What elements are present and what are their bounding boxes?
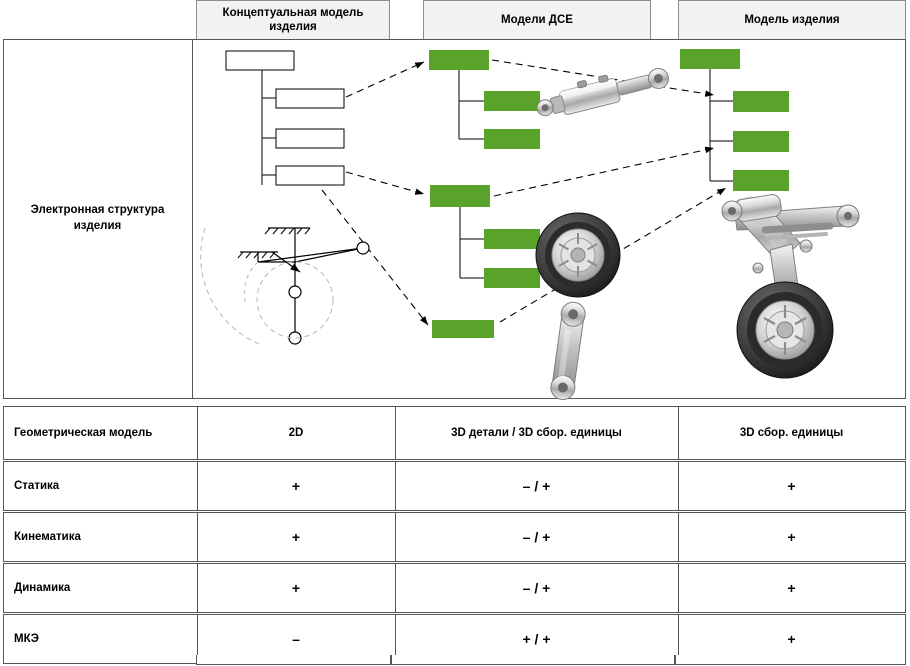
column-header-dse: Модели ДСЕ <box>423 0 651 40</box>
cell-dynamics-concept: + <box>291 580 301 596</box>
cell-fem-dse: + / + <box>522 631 551 647</box>
cell-kinematics-product: + <box>787 529 796 545</box>
row-label-statics: Статика <box>14 480 60 492</box>
cell-statics-dse: – / + <box>522 478 551 494</box>
cell-geometry-dse: 3D детали / 3D сбор. единицы <box>451 427 622 439</box>
bottom-stub-concept <box>196 655 391 665</box>
cell-kinematics-concept: + <box>291 529 301 545</box>
row-label-geometry: Геометрическая модель <box>14 427 153 439</box>
row-label-kinematics: Кинематика <box>14 531 81 543</box>
bottom-stub-product <box>675 655 906 665</box>
electronic-structure-label: Электронная структура изделия <box>3 39 193 399</box>
row-label-fem: МКЭ <box>14 633 39 645</box>
column-header-product: Модель изделия <box>678 0 906 40</box>
table-row-statics <box>3 461 906 511</box>
cell-fem-concept: – <box>292 631 300 647</box>
cell-kinematics-dse: – / + <box>522 529 551 545</box>
cell-geometry-concept: 2D <box>288 427 304 439</box>
table-row-geometry <box>3 406 906 460</box>
table-row-dynamics <box>3 563 906 613</box>
cell-statics-product: + <box>787 478 796 494</box>
cell-geometry-product: 3D сбор. единицы <box>739 427 844 439</box>
table-row-kinematics <box>3 512 906 562</box>
row-label-dynamics: Динамика <box>14 582 71 594</box>
cell-fem-product: + <box>787 631 796 647</box>
cell-statics-concept: + <box>291 478 301 494</box>
cell-dynamics-product: + <box>787 580 796 596</box>
column-header-conceptual: Концептуальная модель изделия <box>196 0 390 40</box>
cell-dynamics-dse: – / + <box>522 580 551 596</box>
bottom-stub-dse <box>391 655 675 665</box>
